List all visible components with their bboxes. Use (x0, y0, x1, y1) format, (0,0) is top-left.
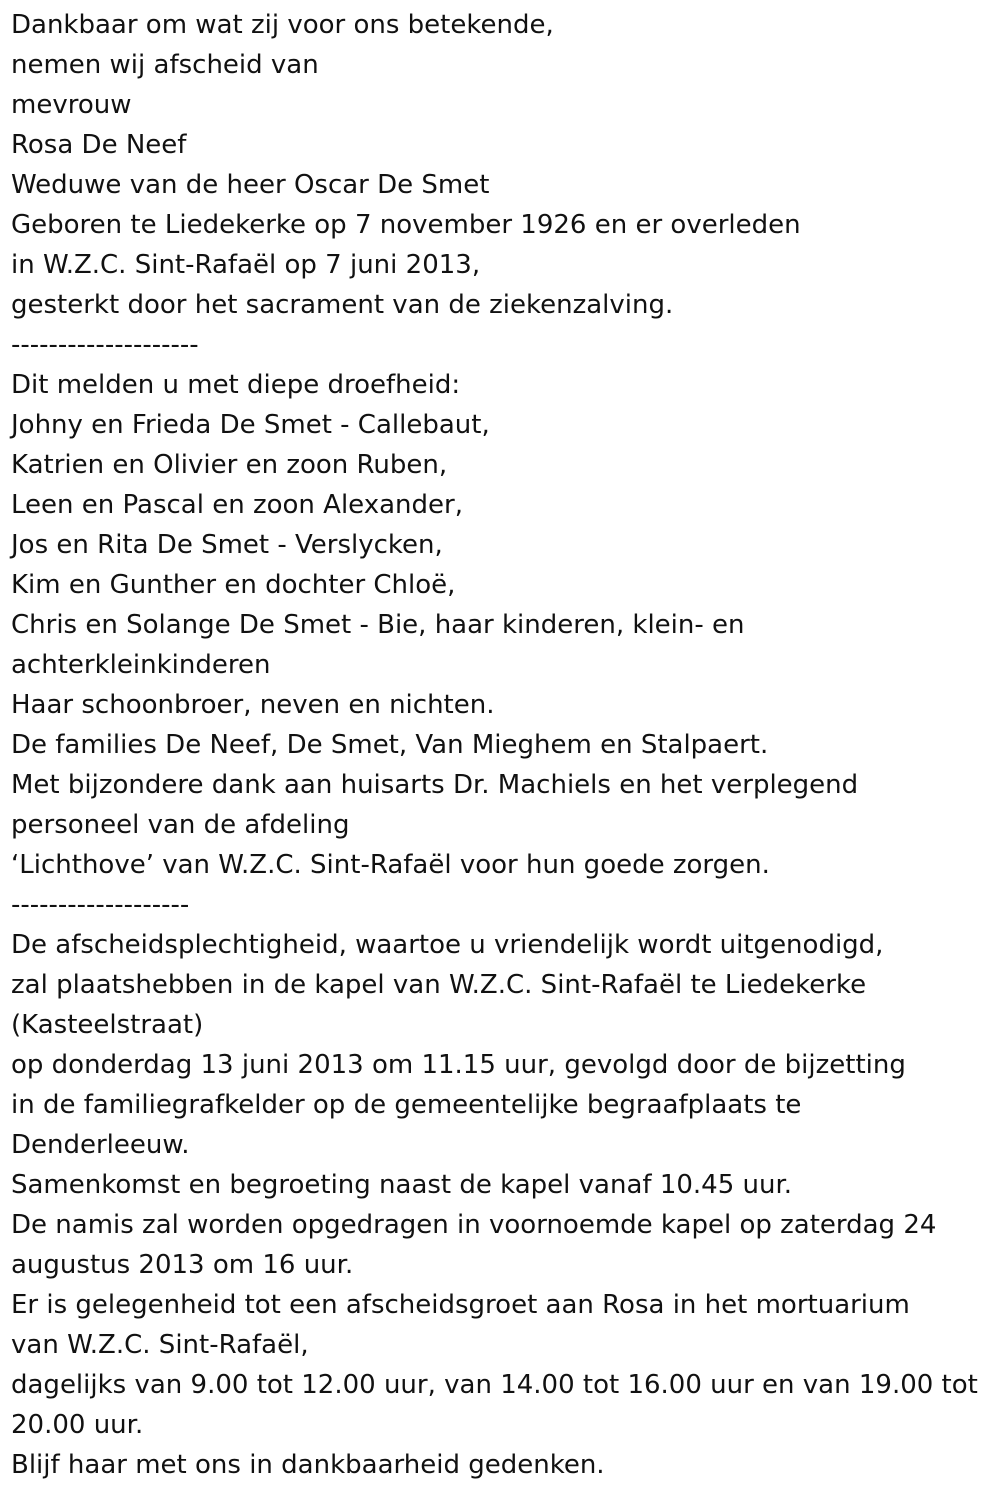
text-line: augustus 2013 om 16 uur. (11, 1250, 354, 1280)
text-line: Samenkomst en begroeting naast de kapel vanaf 10.45 uur. (11, 1170, 793, 1200)
text-line: in de familiegrafkelder op de gemeentelijke begraafplaats te (11, 1090, 802, 1120)
family-line: Kim en Gunther en dochter Chloë, (11, 570, 456, 600)
family-line: Haar schoonbroer, neven en nichten. (11, 690, 495, 720)
text-line: Dit melden u met diepe droefheid: (11, 370, 461, 400)
text-line: 20.00 uur. (11, 1410, 144, 1440)
text-line: nemen wij afscheid van (11, 50, 319, 80)
text-line: mevrouw (11, 90, 132, 120)
family-line: Jos en Rita De Smet - Verslycken, (11, 530, 443, 560)
section-divider: ------------------- (11, 890, 190, 920)
family-line: Leen en Pascal en zoon Alexander, (11, 490, 463, 520)
text-line: in W.Z.C. Sint-Rafaël op 7 juni 2013, (11, 250, 481, 280)
text-line: De namis zal worden opgedragen in voornoemde kapel op zaterdag 24 (11, 1210, 937, 1240)
text-line: Weduwe van de heer Oscar De Smet (11, 170, 490, 200)
death-notice-text (11, 5, 991, 1485)
text-line: personeel van de afdeling (11, 810, 350, 840)
text-line: op donderdag 13 juni 2013 om 11.15 uur, gevolgd door de bijzetting (11, 1050, 906, 1080)
family-line: De families De Neef, De Smet, Van Mieghem en Stalpaert. (11, 730, 769, 760)
text-line: Geboren te Liedekerke op 7 november 1926 en er overleden (11, 210, 801, 240)
text-line: De afscheidsplechtigheid, waartoe u vriendelijk wordt uitgenodigd, (11, 930, 884, 960)
text-line: van W.Z.C. Sint-Rafaël, (11, 1330, 309, 1360)
family-line: Johny en Frieda De Smet - Callebaut, (11, 410, 490, 440)
closing-line: Blijf haar met ons in dankbaarheid gedenken. (11, 1450, 605, 1480)
text-line: Denderleeuw. (11, 1130, 190, 1160)
text-line: ‘Lichthove’ van W.Z.C. Sint-Rafaël voor hun goede zorgen. (11, 850, 770, 880)
text-line: (Kasteelstraat) (11, 1010, 204, 1040)
section-divider: -------------------- (11, 330, 199, 360)
text-line: dagelijks van 9.00 tot 12.00 uur, van 14.00 tot 16.00 uur en van 19.00 tot (11, 1370, 978, 1400)
family-line: Katrien en Olivier en zoon Ruben, (11, 450, 448, 480)
text-line: gesterkt door het sacrament van de ziekenzalving. (11, 290, 674, 320)
text-line: Met bijzondere dank aan huisarts Dr. Machiels en het verplegend (11, 770, 859, 800)
text-line: Er is gelegenheid tot een afscheidsgroet aan Rosa in het mortuarium (11, 1290, 910, 1320)
family-line: achterkleinkinderen (11, 650, 271, 680)
text-line: Dankbaar om wat zij voor ons betekende, (11, 10, 554, 40)
deceased-name: Rosa De Neef (11, 130, 187, 160)
text-line: zal plaatshebben in de kapel van W.Z.C. Sint-Rafaël te Liedekerke (11, 970, 867, 1000)
family-line: Chris en Solange De Smet - Bie, haar kinderen, klein- en (11, 610, 745, 640)
